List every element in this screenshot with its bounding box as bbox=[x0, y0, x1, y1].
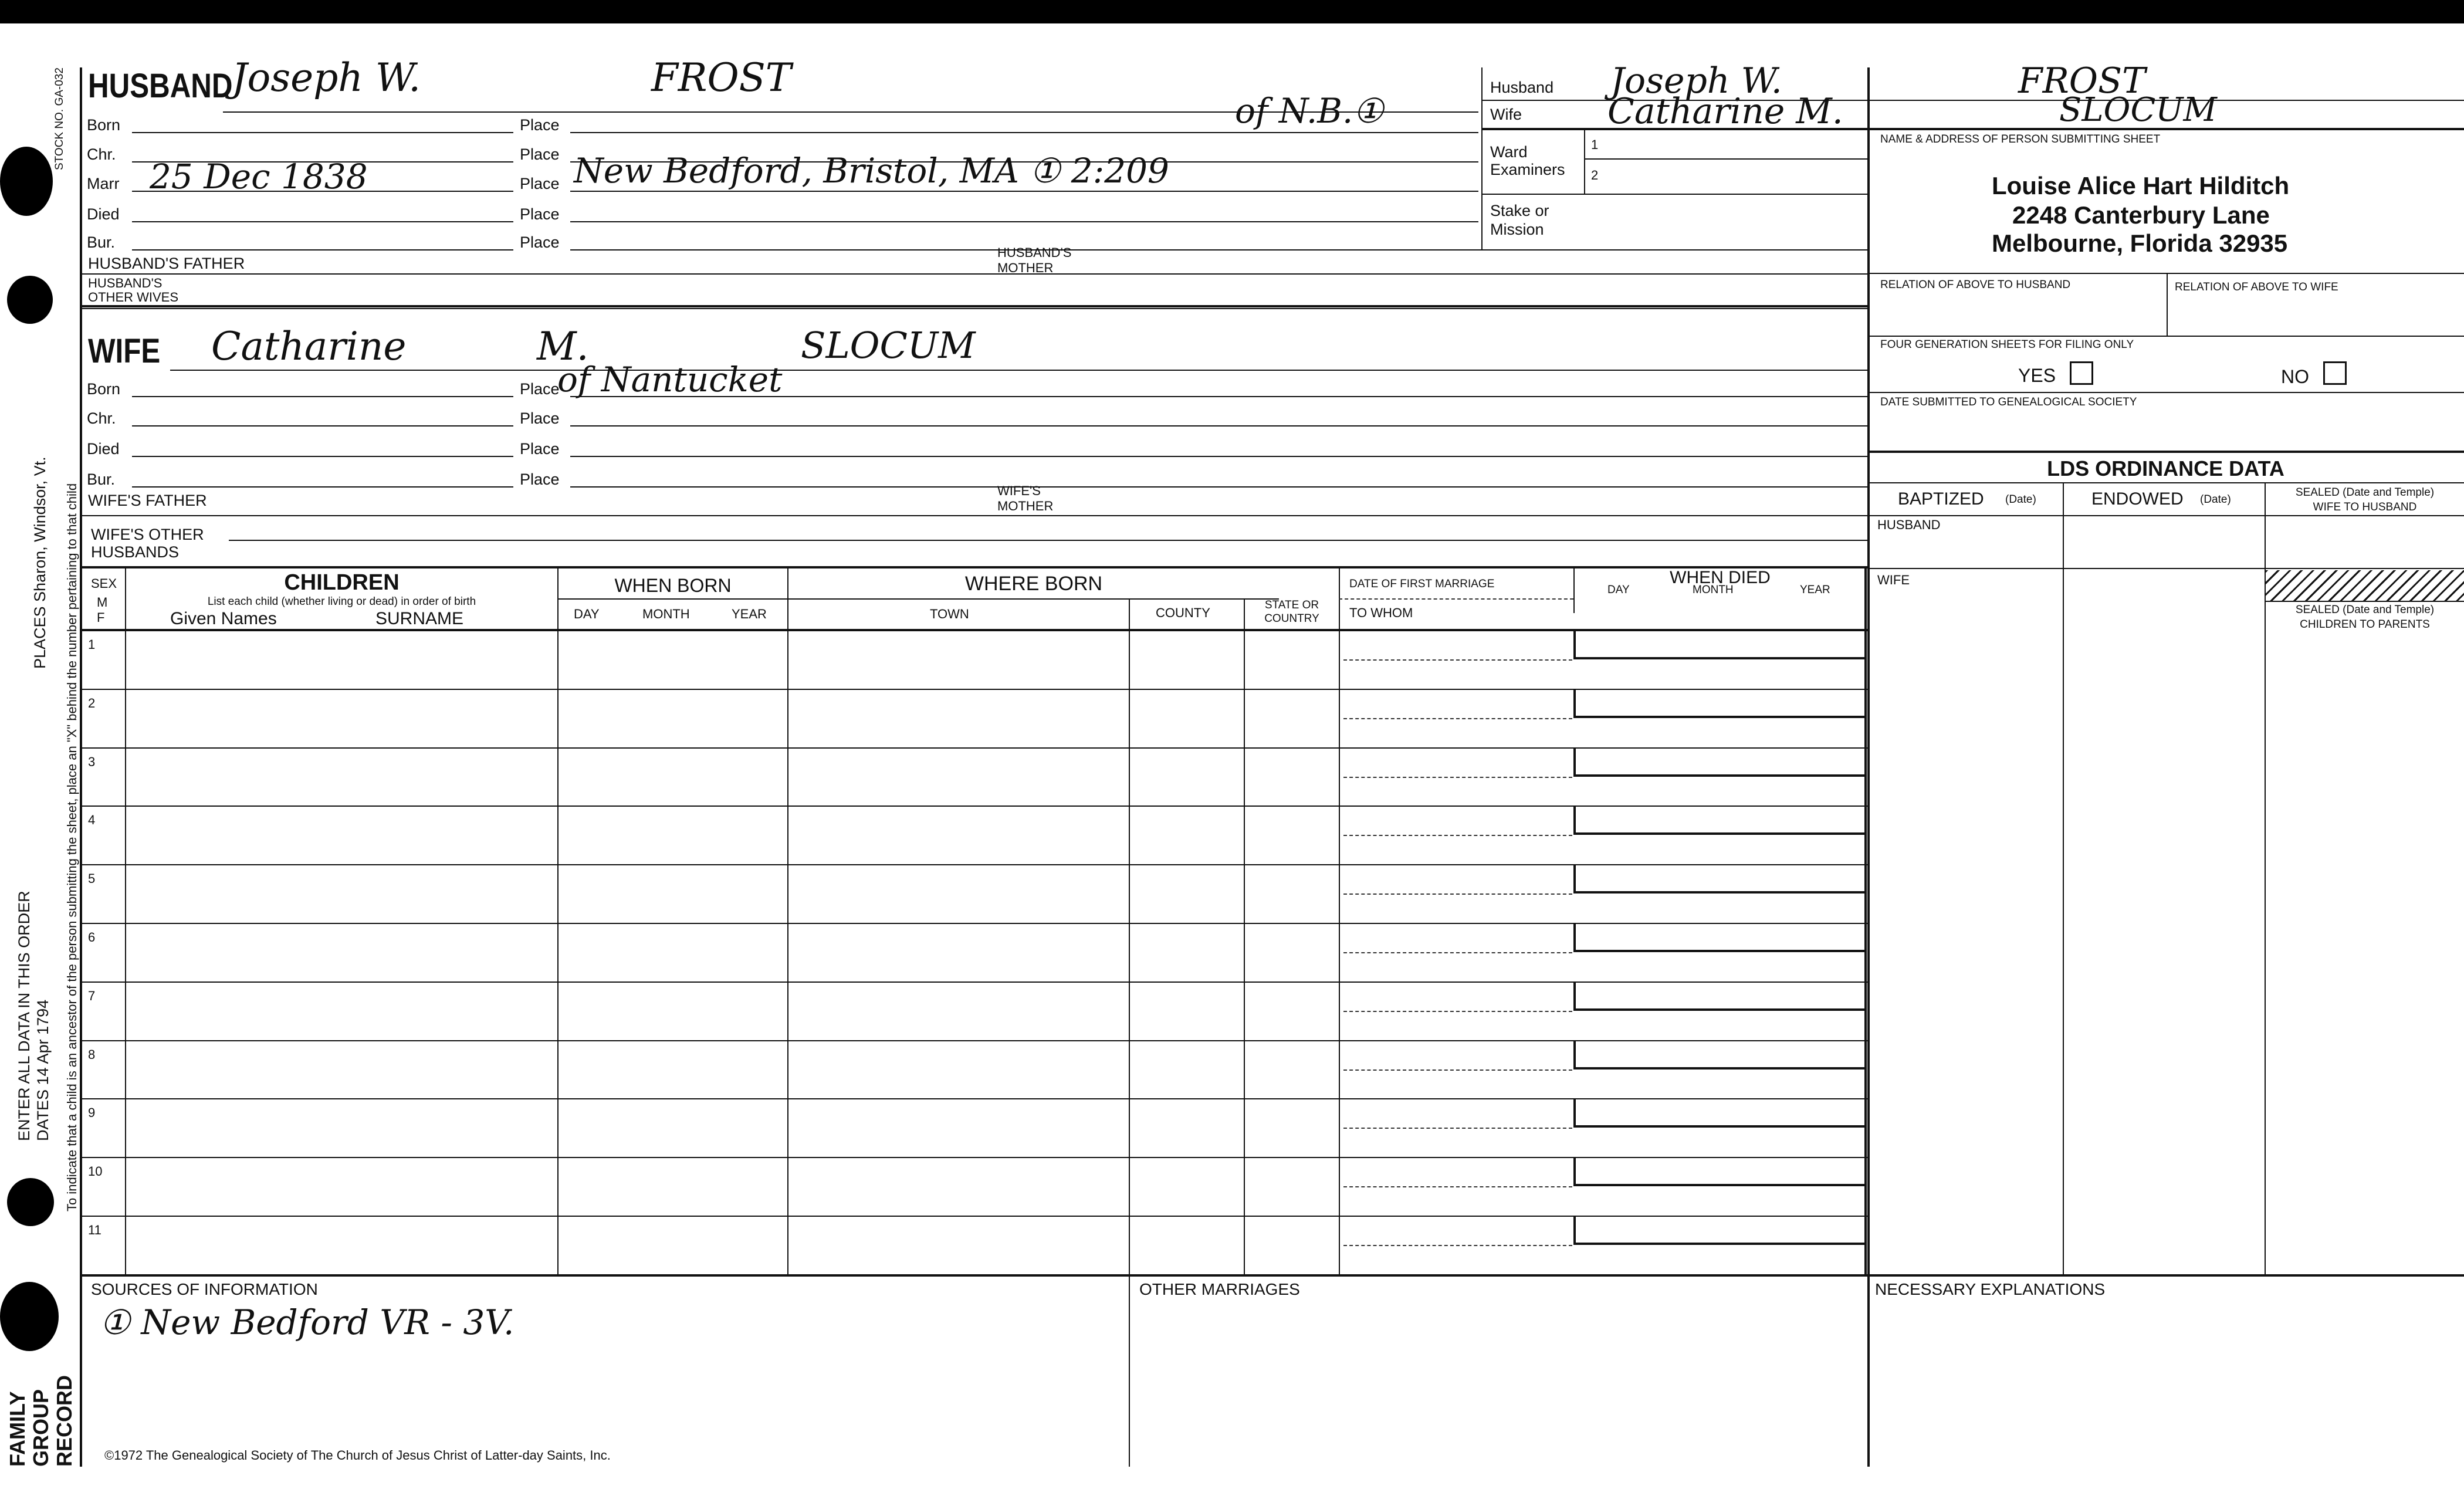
state-header: STATE OR bbox=[1264, 599, 1319, 611]
first-marriage-dash bbox=[1343, 835, 1572, 836]
dates-note: DATES 14 Apr 1794 bbox=[34, 999, 52, 1141]
when-died-field[interactable] bbox=[1573, 1217, 1866, 1245]
footer-top-line bbox=[80, 1274, 2464, 1277]
sealed-wife-label-2: WIFE TO HUSBAND bbox=[2313, 501, 2417, 513]
child-row-number: 11 bbox=[88, 1223, 101, 1237]
no-checkbox[interactable] bbox=[2323, 361, 2347, 385]
rh-husband-given: Joseph W. bbox=[1610, 60, 1782, 101]
places-note: PLACES Sharon, Windsor, Vt. bbox=[31, 456, 49, 669]
copyright-text: ©1972 The Genealogical Society of The Church of Jesus Christ of Latter-day Saints, Inc. bbox=[104, 1448, 611, 1463]
given-names-header: Given Names bbox=[170, 609, 277, 628]
section-line bbox=[80, 273, 1867, 275]
child-row-number: 1 bbox=[88, 637, 96, 652]
born-day-header: DAY bbox=[574, 607, 600, 621]
field-line bbox=[570, 132, 1478, 133]
field-line bbox=[132, 132, 513, 133]
frame-right-divider bbox=[1867, 67, 1870, 1467]
husband-heading: HUSBAND bbox=[88, 67, 233, 105]
table-column-line bbox=[1339, 566, 1340, 1274]
yes-checkbox[interactable] bbox=[2070, 361, 2093, 385]
husband-chr-place-label: Place bbox=[520, 145, 560, 163]
child-row-number: 9 bbox=[88, 1105, 96, 1120]
when-died-field[interactable] bbox=[1573, 690, 1866, 718]
sex-f: F bbox=[97, 610, 105, 625]
sex-m: M bbox=[97, 595, 108, 610]
field-line bbox=[1867, 515, 2464, 516]
first-marriage-dash bbox=[1343, 659, 1572, 661]
children-note: List each child (whether living or dead) in order of birth bbox=[207, 595, 476, 608]
rh-husband-label: Husband bbox=[1490, 79, 1554, 96]
wifes-father-label: WIFE'S FATHER bbox=[88, 492, 207, 509]
baptized-date-label: (Date) bbox=[2005, 493, 2036, 506]
husbands-other-wives-label: HUSBAND'S bbox=[88, 276, 163, 290]
field-line bbox=[1481, 194, 1867, 195]
field-line bbox=[2167, 273, 2168, 336]
first-marriage-dash bbox=[1343, 1186, 1572, 1187]
date-submitted-label: DATE SUBMITTED TO GENEALOGICAL SOCIETY bbox=[1880, 396, 2137, 408]
state-header-2: COUNTRY bbox=[1264, 612, 1319, 625]
four-generation-label: FOUR GENERATION SHEETS FOR FILING ONLY bbox=[1880, 339, 2134, 351]
husband-bur-place-label: Place bbox=[520, 233, 560, 251]
field-line bbox=[570, 425, 1867, 427]
child-row-number: 5 bbox=[88, 871, 96, 886]
wife-born-place-label: Place bbox=[520, 380, 560, 398]
field-line bbox=[570, 486, 1867, 488]
table-column-line bbox=[125, 566, 126, 1274]
first-marriage-dash bbox=[1343, 893, 1572, 895]
county-header: COUNTY bbox=[1156, 605, 1210, 620]
husband-marr-place-label: Place bbox=[520, 175, 560, 192]
relation-husband-label: RELATION OF ABOVE TO HUSBAND bbox=[1880, 279, 2071, 291]
children-header: CHILDREN bbox=[284, 570, 400, 595]
when-died-field[interactable] bbox=[1573, 749, 1866, 777]
examiner-2: 2 bbox=[1591, 168, 1599, 182]
first-marriage-dash bbox=[1343, 1069, 1572, 1071]
field-line bbox=[1584, 129, 1585, 194]
born-month-header: MONTH bbox=[642, 607, 690, 621]
examiner-1: 1 bbox=[1591, 137, 1599, 152]
wifes-other-husbands-label: WIFE'S OTHER bbox=[91, 526, 204, 543]
lds-title: LDS ORDINANCE DATA bbox=[2047, 456, 2284, 480]
child-row-number: 6 bbox=[88, 930, 96, 945]
wife-died-place-label: Place bbox=[520, 440, 560, 458]
form-title-family: FAMILY bbox=[5, 1391, 29, 1467]
husband-marr-label: Marr bbox=[87, 175, 120, 192]
rh-wife-label: Wife bbox=[1490, 106, 1522, 123]
sex-header: SEX bbox=[91, 576, 117, 591]
husband-surname: FROST bbox=[651, 55, 791, 100]
husbands-mother-label-2: MOTHER bbox=[997, 260, 1054, 275]
first-marriage-dash bbox=[1343, 952, 1572, 953]
endowed-date-label: (Date) bbox=[2200, 493, 2231, 506]
child-row-number: 8 bbox=[88, 1047, 96, 1062]
table-column-line bbox=[1129, 598, 1130, 1274]
field-line bbox=[570, 221, 1478, 222]
when-died-field[interactable] bbox=[1573, 1099, 1866, 1128]
stake-label: Stake or bbox=[1490, 202, 1549, 219]
town-header: TOWN bbox=[930, 607, 969, 621]
husband-chr-label: Chr. bbox=[87, 145, 116, 163]
husband-bur-label: Bur. bbox=[87, 233, 116, 251]
child-row-number: 7 bbox=[88, 989, 96, 1003]
marriage-date: 25 Dec 1838 bbox=[150, 157, 368, 197]
sealed-wife-label: SEALED (Date and Temple) bbox=[2295, 486, 2435, 499]
child-row-number: 4 bbox=[88, 813, 96, 827]
section-line bbox=[80, 515, 1867, 516]
born-year-header: YEAR bbox=[732, 607, 767, 621]
punch-hole bbox=[0, 147, 53, 216]
field-line bbox=[132, 221, 513, 222]
surname-header: SURNAME bbox=[375, 609, 464, 628]
punch-hole bbox=[0, 1282, 59, 1351]
baptized-label: BAPTIZED bbox=[1898, 489, 1984, 509]
field-line bbox=[1867, 273, 2464, 274]
husbands-other-wives-label-2: OTHER WIVES bbox=[88, 290, 179, 304]
wife-name-line bbox=[170, 370, 1867, 371]
child-row-number: 3 bbox=[88, 754, 96, 769]
submitter-name: Louise Alice Hart Hilditch bbox=[1992, 172, 2290, 199]
to-whom-header: TO WHOM bbox=[1349, 605, 1413, 620]
form-title-group: GROUP bbox=[29, 1389, 53, 1467]
lds-husband-label: HUSBAND bbox=[1877, 517, 1941, 532]
submitter-street: 2248 Canterbury Lane bbox=[2012, 201, 2270, 229]
field-line bbox=[132, 486, 513, 488]
submitter-heading: NAME & ADDRESS OF PERSON SUBMITTING SHEET bbox=[1880, 133, 2161, 145]
ancestor-instruction: To indicate that a child is an ancestor of the person submitting the sheet, place an "X" behind the number pertaining to that child bbox=[65, 483, 79, 1211]
field-line bbox=[132, 191, 513, 192]
when-died-field[interactable] bbox=[1573, 924, 1866, 952]
where-born-header: WHERE BORN bbox=[964, 573, 1103, 595]
mission-label: Mission bbox=[1490, 221, 1544, 238]
explanations-label: NECESSARY EXPLANATIONS bbox=[1875, 1280, 2106, 1298]
field-line bbox=[229, 540, 1867, 541]
wife-died-label: Died bbox=[87, 440, 120, 458]
relation-wife-label: RELATION OF ABOVE TO WIFE bbox=[2175, 281, 2338, 293]
husband-died-place-label: Place bbox=[520, 205, 560, 223]
field-line bbox=[1867, 568, 2464, 569]
table-column-line bbox=[1244, 598, 1245, 1274]
wife-surname: SLOCUM bbox=[801, 324, 976, 367]
when-died-field[interactable] bbox=[1573, 631, 1866, 659]
wife-bur-place-label: Place bbox=[520, 471, 560, 488]
field-line bbox=[570, 396, 1867, 397]
rh-husband-surname: FROST bbox=[2018, 60, 2146, 101]
field-line bbox=[132, 456, 513, 457]
hatched-cell bbox=[2266, 570, 2464, 601]
rh-wife-surname: SLOCUM bbox=[2059, 91, 2217, 129]
section-divider bbox=[80, 308, 1867, 309]
sealed-children-label-2: CHILDREN TO PARENTS bbox=[2300, 618, 2430, 631]
wife-given-name: Catharine bbox=[211, 324, 407, 369]
first-marriage-header: DATE OF FIRST MARRIAGE bbox=[1349, 578, 1495, 590]
wife-born-place: of Nantucket bbox=[557, 360, 783, 400]
table-header-line bbox=[557, 598, 1279, 600]
marriage-place: New Bedford, Bristol, MA ① 2:209 bbox=[574, 151, 1169, 191]
wife-middle-initial: M. bbox=[537, 324, 589, 369]
child-row-number: 10 bbox=[88, 1164, 103, 1179]
husband-given-name: Joseph W. bbox=[232, 55, 421, 100]
husband-born-label: Born bbox=[87, 116, 121, 134]
when-died-field[interactable] bbox=[1573, 1158, 1866, 1186]
frame-left-border bbox=[80, 67, 82, 1467]
table-column-line bbox=[787, 566, 788, 1274]
when-died-field[interactable] bbox=[1573, 865, 1866, 893]
sealed-children-label: SEALED (Date and Temple) bbox=[2295, 604, 2435, 616]
wifes-mother-label: WIFE'S bbox=[997, 483, 1041, 498]
when-died-field[interactable] bbox=[1573, 807, 1866, 835]
wife-chr-place-label: Place bbox=[520, 409, 560, 427]
no-label: NO bbox=[2281, 366, 2309, 387]
field-line bbox=[2265, 601, 2464, 602]
wife-heading: WIFE bbox=[88, 332, 161, 370]
husband-of-place: of N.B.① bbox=[1235, 91, 1384, 131]
wife-born-label: Born bbox=[87, 380, 121, 398]
field-line bbox=[1867, 451, 2464, 453]
first-marriage-dash bbox=[1343, 718, 1572, 719]
field-line bbox=[1584, 158, 1867, 160]
footer-column-line bbox=[1129, 1274, 1130, 1467]
husbands-mother-label: HUSBAND'S bbox=[997, 245, 1072, 260]
first-marriage-dash bbox=[1343, 1128, 1572, 1129]
child-row-number: 2 bbox=[88, 696, 96, 710]
when-born-header: WHEN BORN bbox=[614, 575, 732, 596]
endowed-label: ENDOWED bbox=[2091, 489, 2184, 509]
table-column-line bbox=[557, 566, 559, 1274]
field-line bbox=[132, 425, 513, 427]
field-line bbox=[1867, 482, 2464, 483]
lds-wife-label: WIFE bbox=[1877, 573, 1910, 587]
field-line bbox=[570, 249, 1867, 251]
wife-bur-label: Bur. bbox=[87, 471, 116, 488]
enter-all-data-note: ENTER ALL DATA IN THIS ORDER bbox=[15, 891, 33, 1141]
husbands-father-label: HUSBAND'S FATHER bbox=[88, 255, 245, 272]
husband-born-place-label: Place bbox=[520, 116, 560, 134]
yes-label: YES bbox=[2018, 365, 2056, 386]
when-died-field[interactable] bbox=[1573, 1041, 1866, 1069]
section-divider bbox=[80, 305, 1867, 307]
rh-wife-given: Catharine M. bbox=[1607, 91, 1843, 132]
field-line bbox=[1481, 128, 2464, 130]
scan-top-edge bbox=[0, 0, 2464, 23]
table-header-line bbox=[1339, 598, 1573, 600]
died-day-header: DAY bbox=[1607, 584, 1630, 596]
when-died-field[interactable] bbox=[1573, 983, 1866, 1011]
ward-label: Ward bbox=[1490, 143, 1528, 161]
punch-hole bbox=[7, 1178, 54, 1226]
first-marriage-dash bbox=[1343, 1245, 1572, 1246]
field-line bbox=[1867, 392, 2464, 393]
wife-chr-label: Chr. bbox=[87, 409, 116, 427]
form-title-record: RECORD bbox=[52, 1375, 76, 1467]
examiners-label: Examiners bbox=[1490, 161, 1565, 178]
field-line bbox=[1867, 336, 2464, 337]
lds-column-line bbox=[2063, 482, 2064, 1275]
stock-number: STOCK NO. GA-032 bbox=[53, 67, 66, 170]
husband-died-label: Died bbox=[87, 205, 120, 223]
when-died-header: WHEN DIED bbox=[1670, 568, 1771, 587]
punch-hole bbox=[7, 276, 53, 324]
field-line bbox=[132, 396, 513, 397]
first-marriage-dash bbox=[1343, 1011, 1572, 1012]
died-year-header: YEAR bbox=[1800, 584, 1830, 596]
first-marriage-dash bbox=[1343, 777, 1572, 778]
field-line bbox=[570, 191, 1478, 192]
wifes-other-husbands-label-2: HUSBANDS bbox=[91, 543, 180, 561]
field-line bbox=[132, 249, 513, 251]
field-line bbox=[570, 456, 1867, 457]
sources-label: SOURCES OF INFORMATION bbox=[91, 1280, 318, 1298]
wifes-mother-label-2: MOTHER bbox=[997, 499, 1054, 513]
other-marriages-label: OTHER MARRIAGES bbox=[1139, 1280, 1300, 1298]
section-divider bbox=[80, 566, 1867, 568]
submitter-city: Melbourne, Florida 32935 bbox=[1992, 229, 2288, 257]
died-month-header: MONTH bbox=[1693, 584, 1734, 596]
sources-entry: ① New Bedford VR - 3V. bbox=[100, 1302, 515, 1342]
right-header-border bbox=[1481, 67, 1483, 249]
